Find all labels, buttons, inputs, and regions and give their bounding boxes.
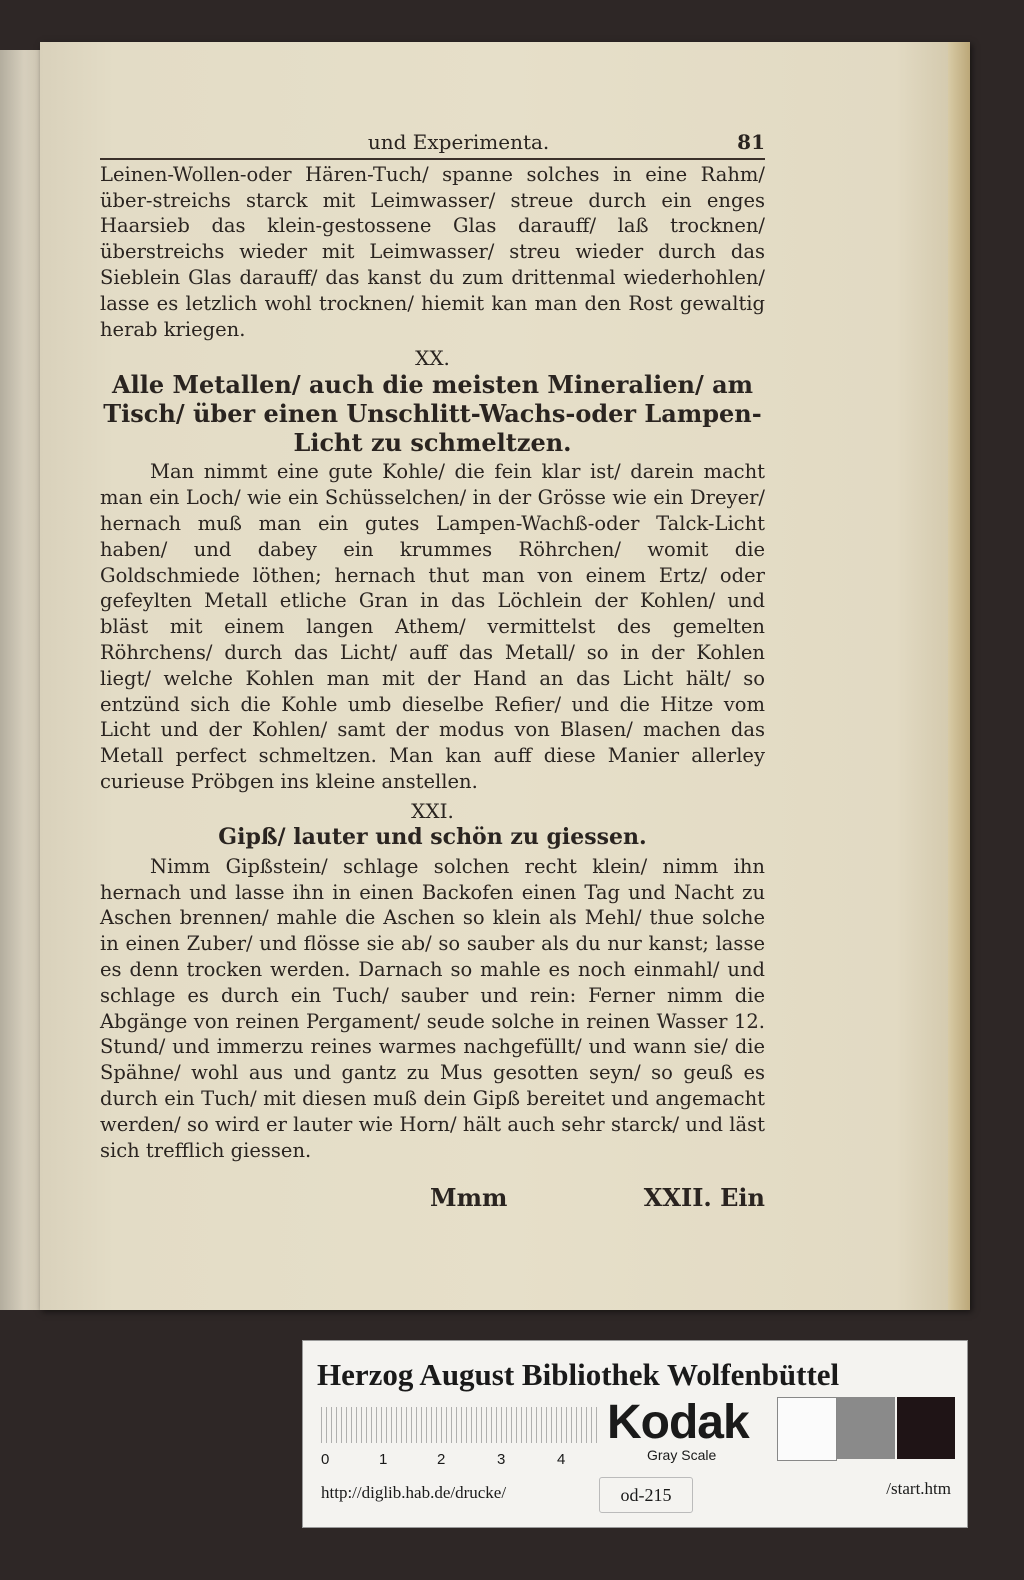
- page-fore-edge: [948, 42, 970, 1310]
- section-title-xx: Alle Metallen/ auch die meisten Mineralien/ am Tisch/ über einen Unschlitt-Wachs-oder Lampen-Licht zu schmeltzen.: [103, 370, 762, 458]
- page-text: [100, 130, 765, 1211]
- ruler-scale: [321, 1407, 601, 1443]
- color-target-card: [302, 1340, 968, 1528]
- section-number-xx: XX.: [415, 346, 450, 371]
- page-number: 81: [737, 130, 765, 154]
- ruler-number: 4: [557, 1451, 566, 1468]
- section-number-xxi: XXI.: [411, 798, 454, 823]
- book-page: [40, 42, 970, 1310]
- ruler-number: 1: [379, 1451, 388, 1468]
- gray-scale-label: Gray Scale: [647, 1447, 717, 1463]
- facing-page-edge: [0, 50, 40, 1310]
- start-path: /start.htm: [886, 1479, 951, 1498]
- library-url: http://diglib.hab.de/drucke/: [321, 1483, 507, 1502]
- shelfmark: od-215: [599, 1477, 693, 1513]
- gray-patch-mid: [837, 1397, 895, 1459]
- section-body-xxi: Nimm Gipßstein/ schlage solchen recht klein/ nimm ihn hernach und lasse ihn in einen Backofen einen Tag und Nacht zu Aschen brennen/ mahle die Aschen so klein als Mehl/ thue solche in einen Zuber/ und flösse sie ab/ so sauber als du nur kanst; lasse es denn trocken werden. Darnach so mahle es noch einmahl/ und schlage es durch ein Tuch/ sauber und rein: Ferner nimm die Abgänge von reinen Pergament/ seude solche in reinen Wasser 12. Stund/ und immerzu reines warmes nachgefüllt/ und wann sie/ die Spähne/ wohl aus und gantz zu Mus gesotten seyn/ so geuß es durch ein Tuch/ mit diesen muß dein Gipß bereitet und angemacht werden/ so wird er lauter wie Horn/ hält auch sehr starck/ und läst sich trefflich giessen.: [100, 854, 765, 1162]
- gray-patch-black: [897, 1397, 955, 1459]
- page-footer: [100, 1185, 765, 1211]
- page-header: [100, 130, 765, 160]
- ruler-number: 0: [321, 1451, 330, 1468]
- kodak-logo: Kodak: [607, 1396, 749, 1449]
- library-name: Herzog August Bibliothek Wolfenbüttel: [317, 1357, 840, 1392]
- section-body-xx: Man nimmt eine gute Kohle/ die fein klar ist/ darein macht man ein Loch/ wie ein Schüsselchen/ in der Grösse wie ein Dreyer/ hernach muß man ein gutes Lampen-Wachß-oder Talck-Licht haben/ und dabey ein krummes Röhrchen/ womit die Goldschmiede löthen; hernach thut man von einem Ertz/ oder gefeylten Metall etliche Gran in das Löchlein der Kohlen/ und bläst mit einem langen Athem/ vermittelst des gemelten Röhrchens/ durch das Licht/ auff das Metall/ so in der Kohlen liegt/ welche Kohlen man mit der Hand an das Licht hält/ so entzünd sich die Kohle umb dieselbe Refier/ und die Hitze vom Licht und der Kohlen/ samt der modus von Blasen/ machen das Metall perfect schmeltzen. Man kan auff diese Manier allerley curieuse Pröbgen ins kleine anstellen.: [100, 460, 765, 793]
- gray-patch-white: [777, 1397, 837, 1461]
- ruler-number: 2: [437, 1451, 446, 1468]
- section-title-xxi: Gipß/ lauter und schön zu giessen.: [218, 823, 647, 850]
- ruler-number: 3: [497, 1451, 506, 1468]
- paragraph-continued: Leinen-Wollen-oder Hären-Tuch/ spanne solches in eine Rahm/ über-streichs starck mit Leimwasser/ streue durch ein enges Haarsieb das klein-gestossene Glas darauff/ laß trocknen/ überstreichs wieder mit Leimwasser/ streu wieder durch das Sieblein Glas darauff/ das kanst du zum drittenmal wiederhohlen/ lasse es letzlich wohl trocknen/ hiemit kan man den Rost gewaltig herab kriegen.: [100, 162, 765, 341]
- catchword: XXII. Ein: [643, 1183, 765, 1213]
- signature-mark: Mmm: [430, 1183, 508, 1213]
- running-title: und Experimenta.: [367, 130, 550, 154]
